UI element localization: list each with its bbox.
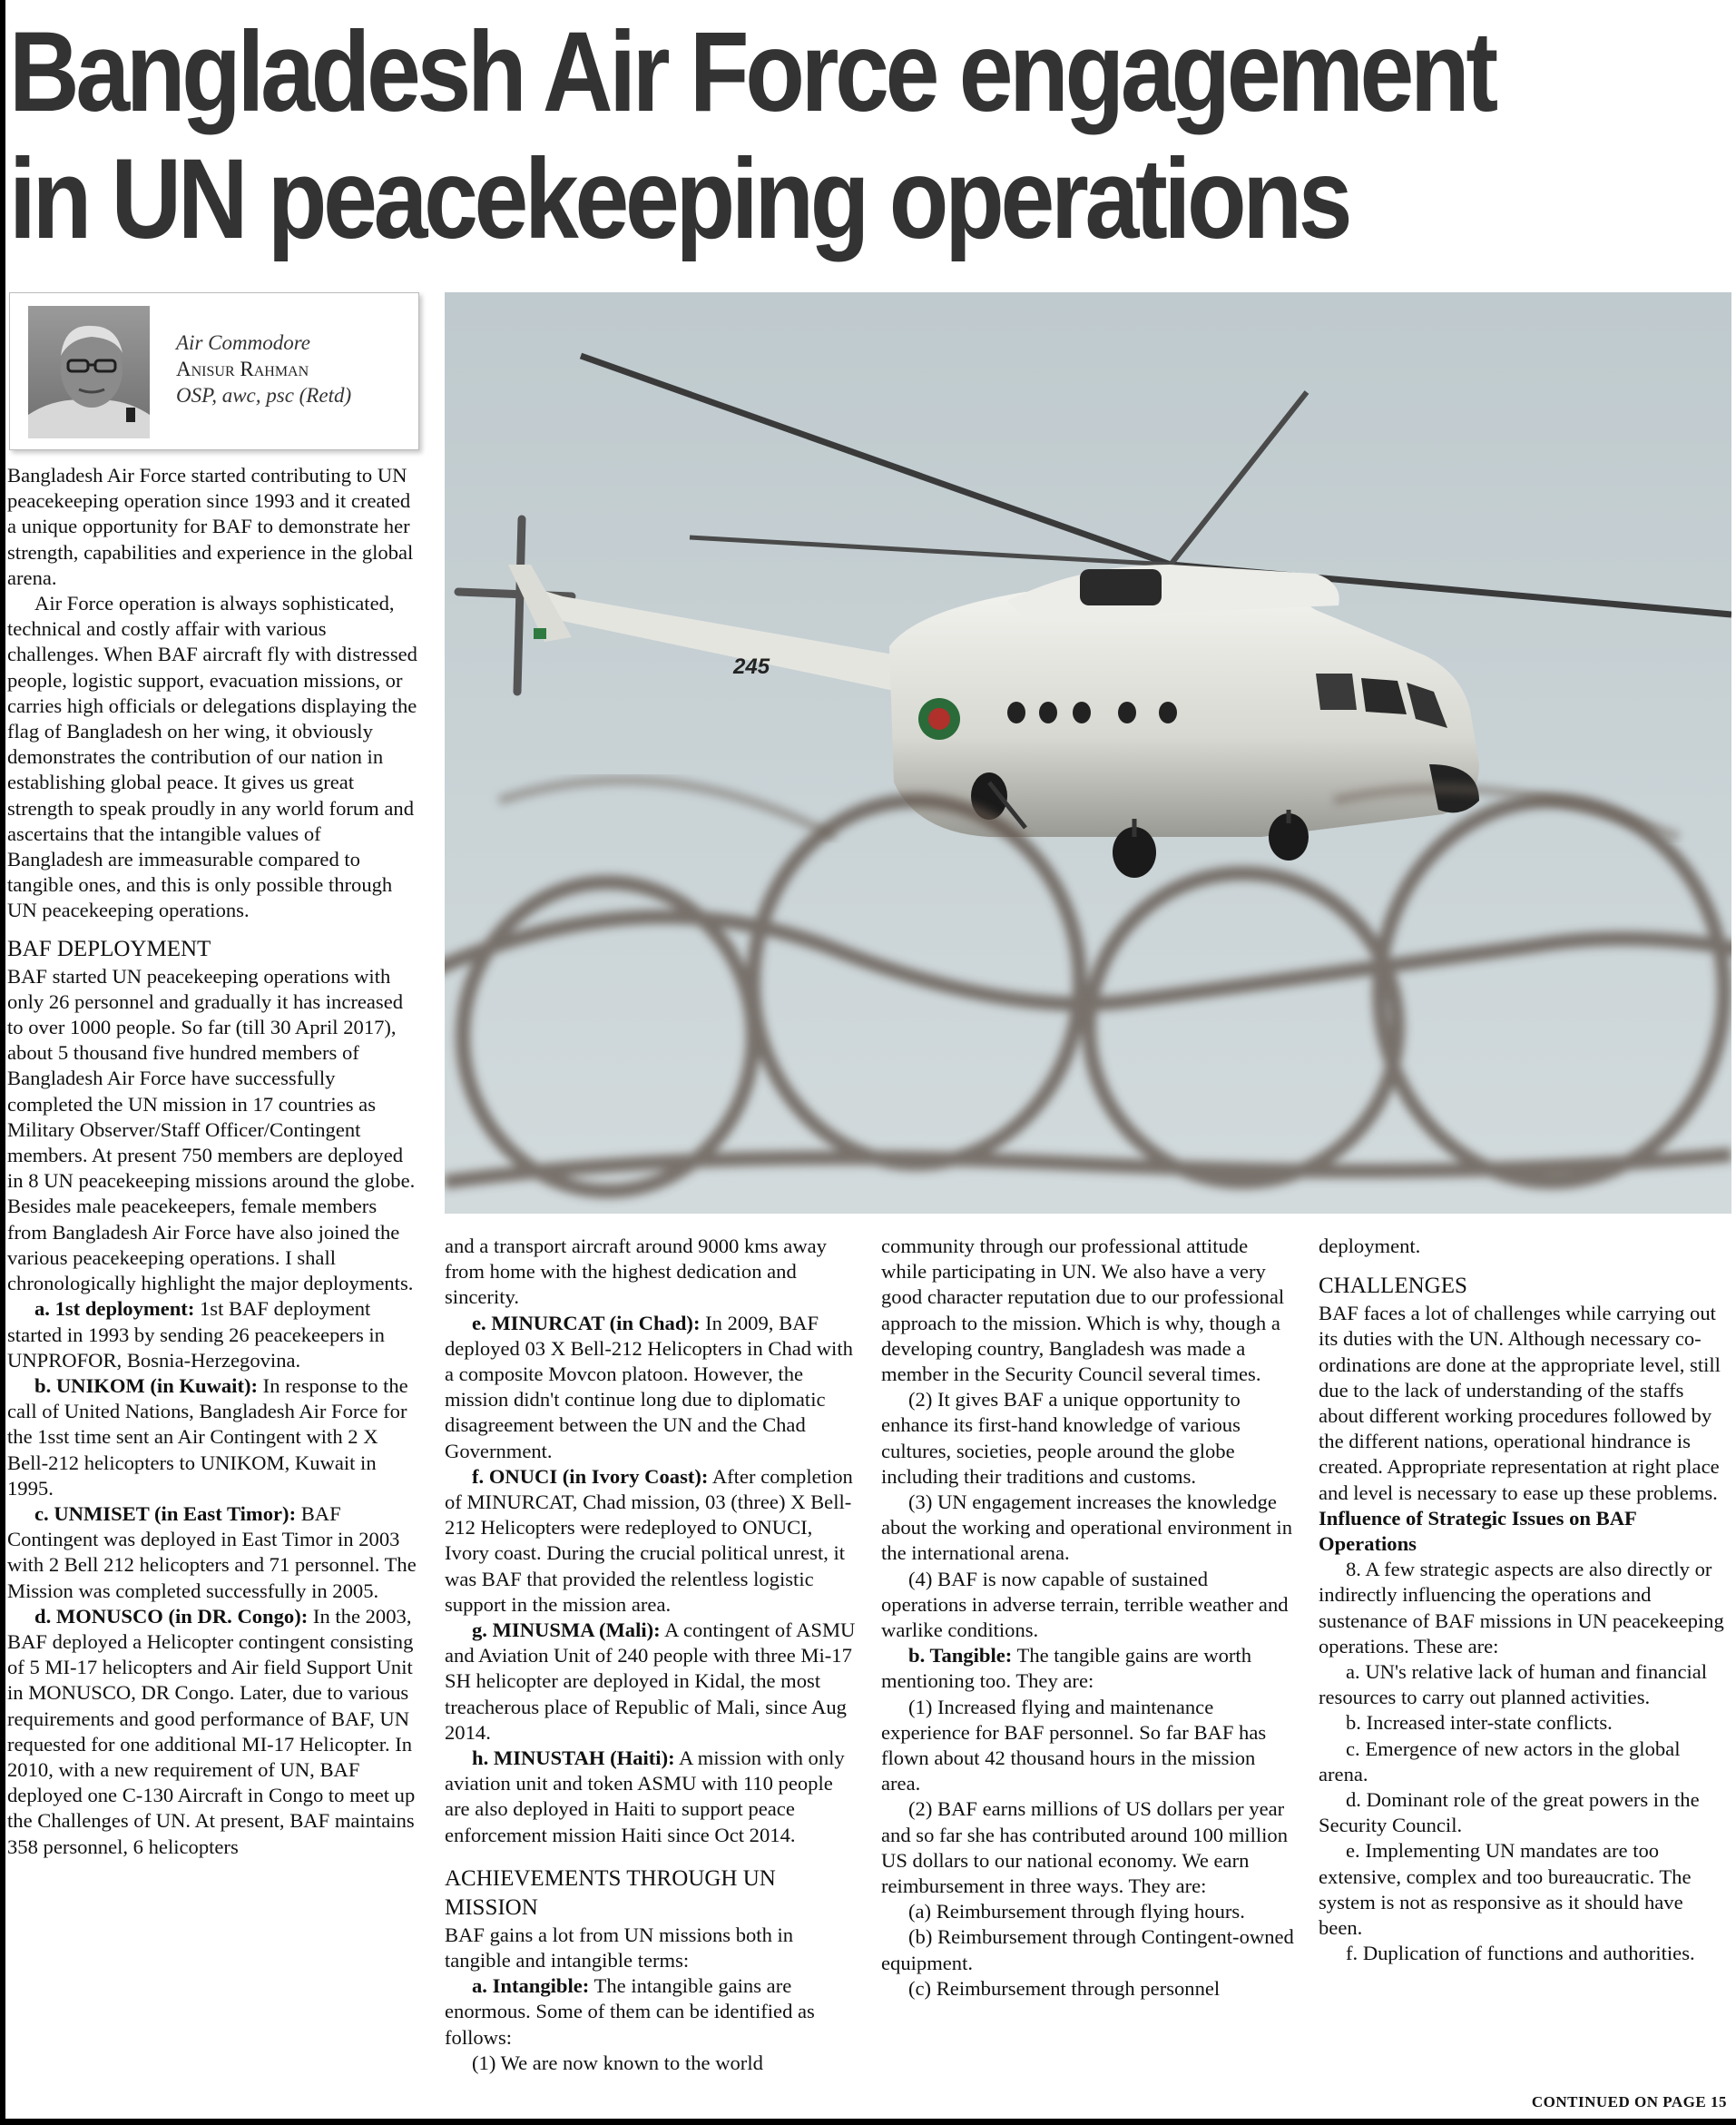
article-column-3 xyxy=(881,1234,1294,2002)
paragraph: community through our professional attitude while participating in UN. We also have a very good character reputation due to our professional approach to the mission. Which is why, though a developing country, Bangladesh was made a member in the Security Council several times. xyxy=(881,1235,1285,1386)
item-text: In the 2003, BAF deployed a Helicopter contingent consisting of 5 MI-17 helicopters and Air field Support Unit in MONUSCO, DR Congo. Later, due to various requirements and good performance of BAF, UN requested for one additional MI-17 Helicopter. In 2010, with a new requirement of UN, BAF deployed one C-130 Aircraft in Congo to meet up the Challenges of UN. At present, BAF maintains 358 personnel, 6 helicopters xyxy=(7,1604,416,1858)
item-text: BAF Contingent was deployed in East Timor in 2003 with 2 Bell 212 helicopters and 71 personnel. The Mission was completed successfully in 2005. xyxy=(7,1501,417,1602)
item-label: d. MONUSCO (in DR. Congo): xyxy=(34,1604,309,1628)
list-item: (c) Reimbursement through personnel xyxy=(908,1976,1221,2000)
author-photo xyxy=(28,306,150,438)
list-item: e. Implementing UN mandates are too extensive, complex and too bureaucratic. The system is not as responsive as it should have been. xyxy=(1319,1839,1692,1940)
item-label: e. MINURCAT (in Chad): xyxy=(472,1311,701,1334)
author-rank: Air Commodore xyxy=(176,331,311,354)
section-heading-achievements: ACHIEVEMENTS THROUGH UN MISSION xyxy=(445,1865,776,1920)
list-item xyxy=(881,1643,1294,1694)
list-item xyxy=(7,1604,420,1860)
headline xyxy=(9,9,1495,263)
left-border-rule xyxy=(0,0,5,2125)
continued-on-page: CONTINUED ON PAGE 15 xyxy=(1531,2093,1727,2110)
item-label: b. UNIKOM (in Kuwait): xyxy=(34,1373,259,1397)
list-item xyxy=(445,1746,858,1848)
paragraph: Bangladesh Air Force started contributing to UN peacekeeping operation since 1993 and it created a unique opportunity for BAF to demonstrate her strength, capabilities and experience in the global arena. xyxy=(7,464,414,589)
item-label: g. MINUSMA (Mali): xyxy=(472,1618,661,1642)
paragraph: Air Force operation is always sophisticated, technical and costly affair with various challenges. When BAF aircraft fly with distressed people, logistic support, evacuation missions, or carries high officials or delegations displaying the flag of Bangladesh on her wing, it obviously demonstrates the contribution of our nation in establishing global peace. It gives us great strength to speak proudly in any world forum and ascertains that the intangible values of Bangladesh are immeasurable compared to tangible ones, and this is only possible through UN peacekeeping operations. xyxy=(7,592,417,922)
headline-line-2: in UN peacekeeping operations xyxy=(9,136,1349,262)
list-item xyxy=(445,1618,858,1746)
list-item: (2) It gives BAF a unique opportunity to enhance its first-hand knowledge of various cultures, societies, people around the globe including their traditions and customs. xyxy=(881,1388,1241,1488)
section-heading-baf-deployment: BAF DEPLOYMENT xyxy=(7,936,211,961)
item-label: c. UNMISET (in East Timor): xyxy=(34,1501,297,1525)
paragraph: and a transport aircraft around 9000 kms away from home with the highest dedication and sincerity. xyxy=(445,1235,827,1309)
section-heading-challenges: CHALLENGES xyxy=(1319,1274,1467,1299)
article-column-1 xyxy=(7,463,420,1860)
list-item: b. Increased inter-state conflicts. xyxy=(1346,1711,1613,1735)
list-item: d. Dominant role of the great powers in the Security Council. xyxy=(1319,1788,1700,1837)
item-label: a. Intangible: xyxy=(472,1974,590,1998)
item-text: 1st BAF deployment started in 1993 by sending 26 peacekeepers in UNPROFOR, Bosnia-Herzegovina. xyxy=(7,1297,385,1372)
list-item: (a) Reimbursement through flying hours. xyxy=(908,1900,1245,1923)
author-credentials: OSP, awc, psc (Retd) xyxy=(176,384,352,407)
paragraph: BAF started UN peacekeeping operations with only 26 personnel and gradually it has increased to over 1000 people. So far (till 30 April 2017), about 5 thousand five hundred members of Bangladesh Air Force have successfully completed the UN mission in 17 countries as Military Observer/Staff Officer/Contingent members. At present 750 members are deployed in 8 UN peacekeeping missions around the globe. Besides male peacekeepers, female members from Bangladesh Air Force have also joined the various peacekeeping operations. I shall chronologically highlight the major deployments. xyxy=(7,964,416,1295)
item-text: In response to the call of United Nations, Bangladesh Air Force for the 1sst time sent an Air Contingent with 2 X Bell-212 helicopters to UNIKOM, Kuwait in 1995. xyxy=(7,1373,408,1500)
tail-number: 245 xyxy=(733,654,770,679)
list-item: (3) UN engagement increases the knowledge about the working and operational environment in the international arena. xyxy=(881,1490,1293,1565)
list-item xyxy=(7,1296,420,1373)
list-item xyxy=(445,1973,858,2051)
item-text: The intangible gains are enormous. Some of them can be identified as follows: xyxy=(445,1974,815,2049)
subheading-strategic-issues: Influence of Strategic Issues on BAF Operations xyxy=(1319,1506,1636,1556)
article-column-4 xyxy=(1319,1234,1731,1966)
list-item: f. Duplication of functions and authorities. xyxy=(1346,1942,1695,1965)
list-item: c. Emergence of new actors in the global arena. xyxy=(1319,1736,1681,1786)
item-text: A mission with only aviation unit and token ASMU with 110 people are also deployed in Haiti to support peace enforcement mission Haiti since Oct 2014. xyxy=(445,1746,845,1846)
author-box xyxy=(9,292,419,450)
list-item: (1) We are now known to the world xyxy=(472,2051,763,2074)
paragraph: deployment. xyxy=(1319,1235,1421,1257)
list-item xyxy=(445,1311,858,1464)
list-item: (2) BAF earns millions of US dollars per year and so far she has contributed around 100 million US dollars to our national economy. We earn reimbursement in three ways. They are: xyxy=(881,1797,1289,1898)
item-label: a. 1st deployment: xyxy=(34,1297,195,1321)
item-text: After completion of MINURCAT, Chad mission, 03 (three) X Bell-212 Helicopters were redeployed to ONUCI, Ivory coast. During the crucial political unrest, it was BAF that provided the relentless logistic support in the mission area. xyxy=(445,1464,853,1616)
author-name: Anisur Rahman xyxy=(176,358,309,380)
paragraph: 8. A few strategic aspects are also directly or indirectly influencing the operations and sustenance of BAF missions in UN peacekeeping operations. These are: xyxy=(1319,1558,1724,1658)
item-text: In 2009, BAF deployed 03 X Bell-212 Helicopters in Chad with a composite Movcon platoon. However, the mission didn't continue long due to diplomatic disagreement between the UN and the Chad Government. xyxy=(445,1311,853,1462)
list-item xyxy=(7,1501,420,1604)
list-item: a. UN's relative lack of human and financial resources to carry out planned activities. xyxy=(1319,1660,1708,1709)
paragraph: BAF faces a lot of challenges while carrying out its duties with the UN. Although necessary co-ordinations are done at the appropriate level, still due to the lack of understanding of the staffs about different working procedures followed by the different nations, operational hindrance is created. Appropriate representation at right place and level is necessary to ease up these problems. xyxy=(1319,1302,1721,1504)
item-text: A contingent of ASMU and Aviation Unit of 240 people with three Mi-17 SH helicopter are deployed in Kidal, the most treacherous place of Republic of Mali, since Aug 2014. xyxy=(445,1618,856,1744)
helicopter-photo xyxy=(445,292,1731,1214)
list-item xyxy=(7,1373,420,1501)
item-text: The tangible gains are worth mentioning too. They are: xyxy=(881,1644,1252,1693)
list-item xyxy=(445,1464,858,1618)
list-item: (4) BAF is now capable of sustained operations in adverse terrain, terrible weather and warlike conditions. xyxy=(881,1567,1289,1642)
headline-line-1: Bangladesh Air Force engagement xyxy=(9,9,1495,135)
article-column-2 xyxy=(445,1234,858,2076)
bottom-border-rule xyxy=(0,2119,1736,2125)
list-item: (b) Reimbursement through Contingent-owned equipment. xyxy=(881,1925,1294,1974)
item-label: b. Tangible: xyxy=(908,1644,1013,1668)
list-item: (1) Increased flying and maintenance experience for BAF personnel. So far BAF has flown about 42 thousand hours in the mission area. xyxy=(881,1695,1267,1795)
item-label: f. ONUCI (in Ivory Coast): xyxy=(472,1464,709,1488)
author-credit xyxy=(176,330,351,408)
item-label: h. MINUSTAH (Haiti): xyxy=(472,1746,675,1770)
paragraph: BAF gains a lot from UN missions both in tangible and intangible terms: xyxy=(445,1923,794,1973)
